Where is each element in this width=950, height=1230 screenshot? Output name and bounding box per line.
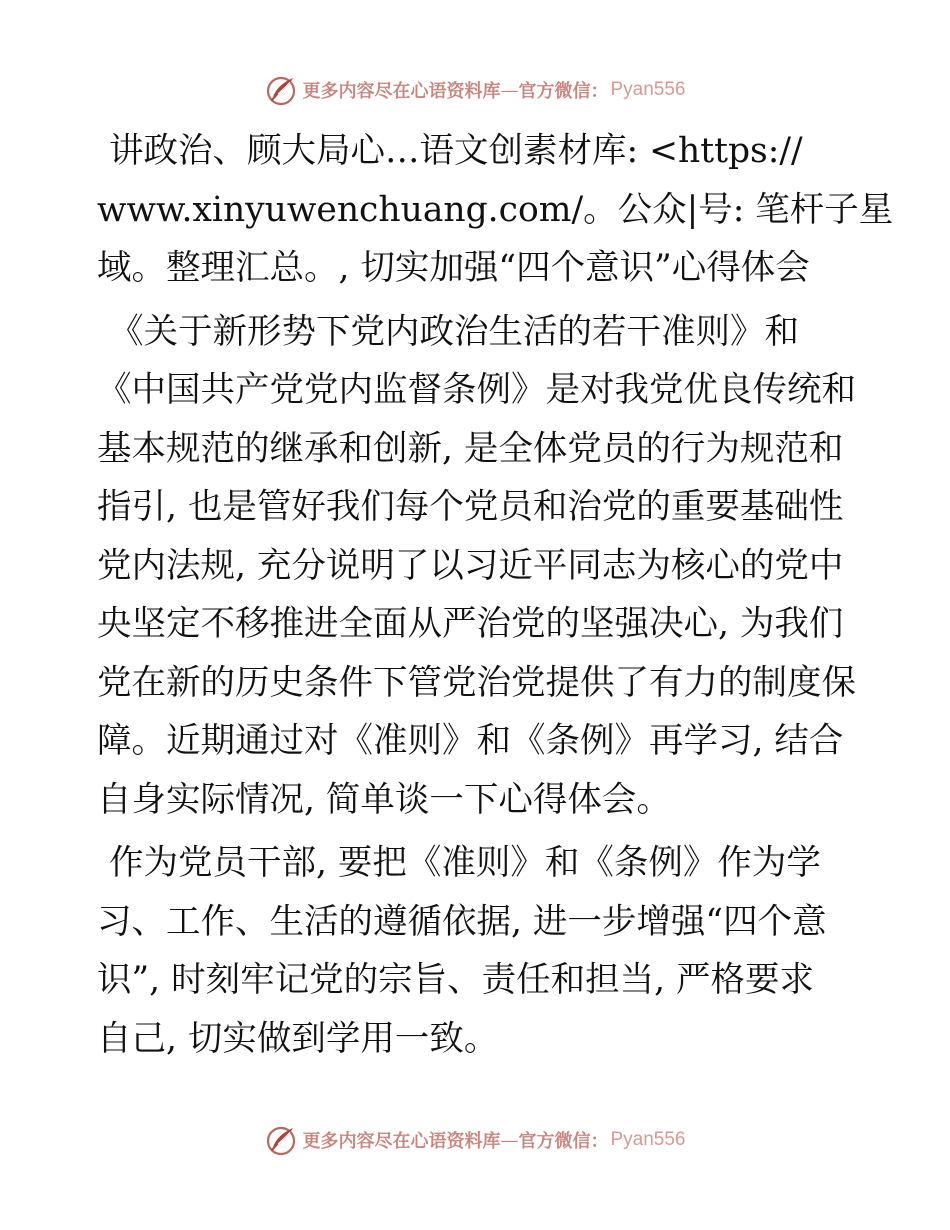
- feather-logo-icon: [264, 1123, 298, 1157]
- text-line: 党在新的历史条件下管党治党提供了有力的制度保: [97, 662, 856, 703]
- footer-banner: [0, 1122, 950, 1158]
- text-line: 域。整理汇总。, 切实加强“四个意识”心得体会: [97, 248, 810, 288]
- text-line: 《中国共产党党内监督条例》是对我党优良传统和: [97, 370, 856, 410]
- text-line: 障。近期通过对《准则》和《条例》再学习, 结合: [97, 721, 844, 761]
- banner-wechat-label: 官方微信：: [518, 81, 609, 102]
- text-line: 讲政治、顾大局心…语文创素材库: <https://: [109, 131, 803, 171]
- text-line: 指引, 也是管好我们每个党员和治党的重要基础性: [97, 487, 844, 527]
- text-line: 基本规范的继承和创新, 是全体党员的行为规范和: [97, 428, 844, 469]
- text-line: 央坚定不移推进全面从严治党的坚强决心, 为我们: [97, 604, 844, 644]
- banner-separator: —: [500, 79, 519, 101]
- text-line: www.xinyuwenchuang.com/。公众|号: 笔杆子星: [97, 189, 894, 230]
- header-banner: [0, 72, 950, 108]
- paragraph-1: [97, 122, 894, 298]
- paragraph-2: [97, 303, 857, 830]
- paragraph-3: [97, 834, 857, 1068]
- text-line: 习、工作、生活的遵循依据, 进一步增强“四个意: [97, 901, 827, 942]
- banner-wechat-id: Pyan556: [610, 1129, 686, 1150]
- text-line: 自己, 切实做到学用一致。: [97, 1018, 499, 1059]
- document-body: [97, 122, 894, 1068]
- banner-main-text: 更多内容尽在心语资料库: [302, 81, 501, 102]
- banner-wechat-label: 官方微信：: [518, 1131, 609, 1152]
- banner-wechat-id: Pyan556: [610, 79, 686, 100]
- text-line: 党内法规, 充分说明了以习近平同志为核心的党中: [97, 545, 844, 586]
- feather-logo-icon: [264, 73, 298, 107]
- text-line: 作为党员干部, 要把《准则》和《条例》作为学: [109, 843, 821, 883]
- text-line: 自身实际情况, 简单谈一下心得体会。: [97, 779, 671, 820]
- text-line: 识”, 时刻牢记党的宗旨、责任和担当, 严格要求: [97, 960, 815, 1000]
- text-line: 《关于新形势下党内政治生活的若干准则》和: [109, 311, 799, 352]
- banner-main-text: 更多内容尽在心语资料库: [302, 1131, 501, 1152]
- banner-separator: —: [500, 1129, 519, 1151]
